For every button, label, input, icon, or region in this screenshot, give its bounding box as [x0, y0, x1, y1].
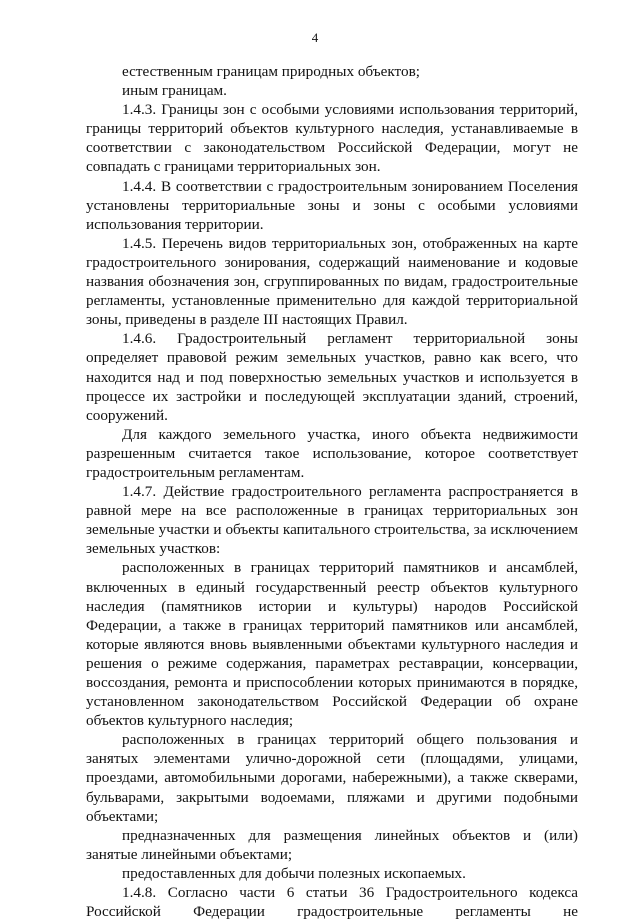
- paragraph-1-4-4: 1.4.4. В соответствии с градостроительным зонированием Поселения установлены территориальные зоны и зоны с особыми условиями использования территории.: [86, 177, 578, 233]
- paragraph: естественным границам природных объектов;: [122, 63, 420, 80]
- paragraph-1-4-6: 1.4.6. Градостроительный регламент территориальной зоны определяет правовой режим земельных участков, равно как всего, что находится над и под поверхностью земельных участков и используется в процессе их застройки и последующей эксплуатации зданий, строений, сооружений.: [86, 330, 578, 424]
- list-item: расположенных в границах территорий памятников и ансамблей, включенных в единый государственный реестр объектов культурного наследия (памятников истории и культуры) народов Российской Федерации, а также в границах территорий памятников или ансамблей, которые являются вновь выявленными объектами культурного наследия и решения о режиме содержания, параметрах реставрации, консервации, воссоздания, ремонта и приспособлении которых принимаются в порядке, установленном законодательством Российской Федерации об охране объектов культурного наследия;: [86, 559, 578, 730]
- document-body: [86, 62, 578, 921]
- paragraph-1-4-3: 1.4.3. Границы зон с особыми условиями использования территорий, границы территорий объектов культурного наследия, устанавливаемые в соответствии с законодательством Российской Федерации, могут не совпадать с границами территориальных зон.: [86, 101, 578, 176]
- list-item: предназначенных для размещения линейных объектов и (или) занятые линейными объектами;: [86, 826, 578, 863]
- list-item: предоставленных для добычи полезных ископаемых.: [122, 864, 466, 882]
- paragraph-1-4-8: 1.4.8. Согласно части 6 статьи 36 Градостроительного кодекса Российской Федерации градостроительные регламенты не: [86, 884, 578, 921]
- paragraph-1-4-7: 1.4.7. Действие градостроительного регламента распространяется в равной мере на все расположенные в границах территориальных зон земельные участки и объекты капитального строительства, за исключением земельных участков:: [86, 483, 578, 558]
- paragraph: иным границам.: [122, 82, 227, 100]
- paragraph-1-4-5: 1.4.5. Перечень видов территориальных зон, отображенных на карте градостроительного зонирования, содержащий наименование и кодовые названия обозначения зон, сгруппированных по видам, градостроительные регламенты, установленные применительно для каждой территориальной зоны, приведены в разделе III настоящих Правил.: [86, 234, 578, 329]
- paragraph: Для каждого земельного участка, иного объекта недвижимости разрешенным считается такое использование, которое соответствует градостроительным регламентам.: [86, 425, 578, 481]
- page-number: 4: [311, 30, 319, 45]
- list-item: расположенных в границах территорий общего пользования и занятых элементами улично-дорожной сети (площадями, улицами, проездами, автомобильными дорогами, набережными), а также скверами, бульварами, закрытыми водоемами, пляжами и другими подобными объектами;: [86, 731, 578, 825]
